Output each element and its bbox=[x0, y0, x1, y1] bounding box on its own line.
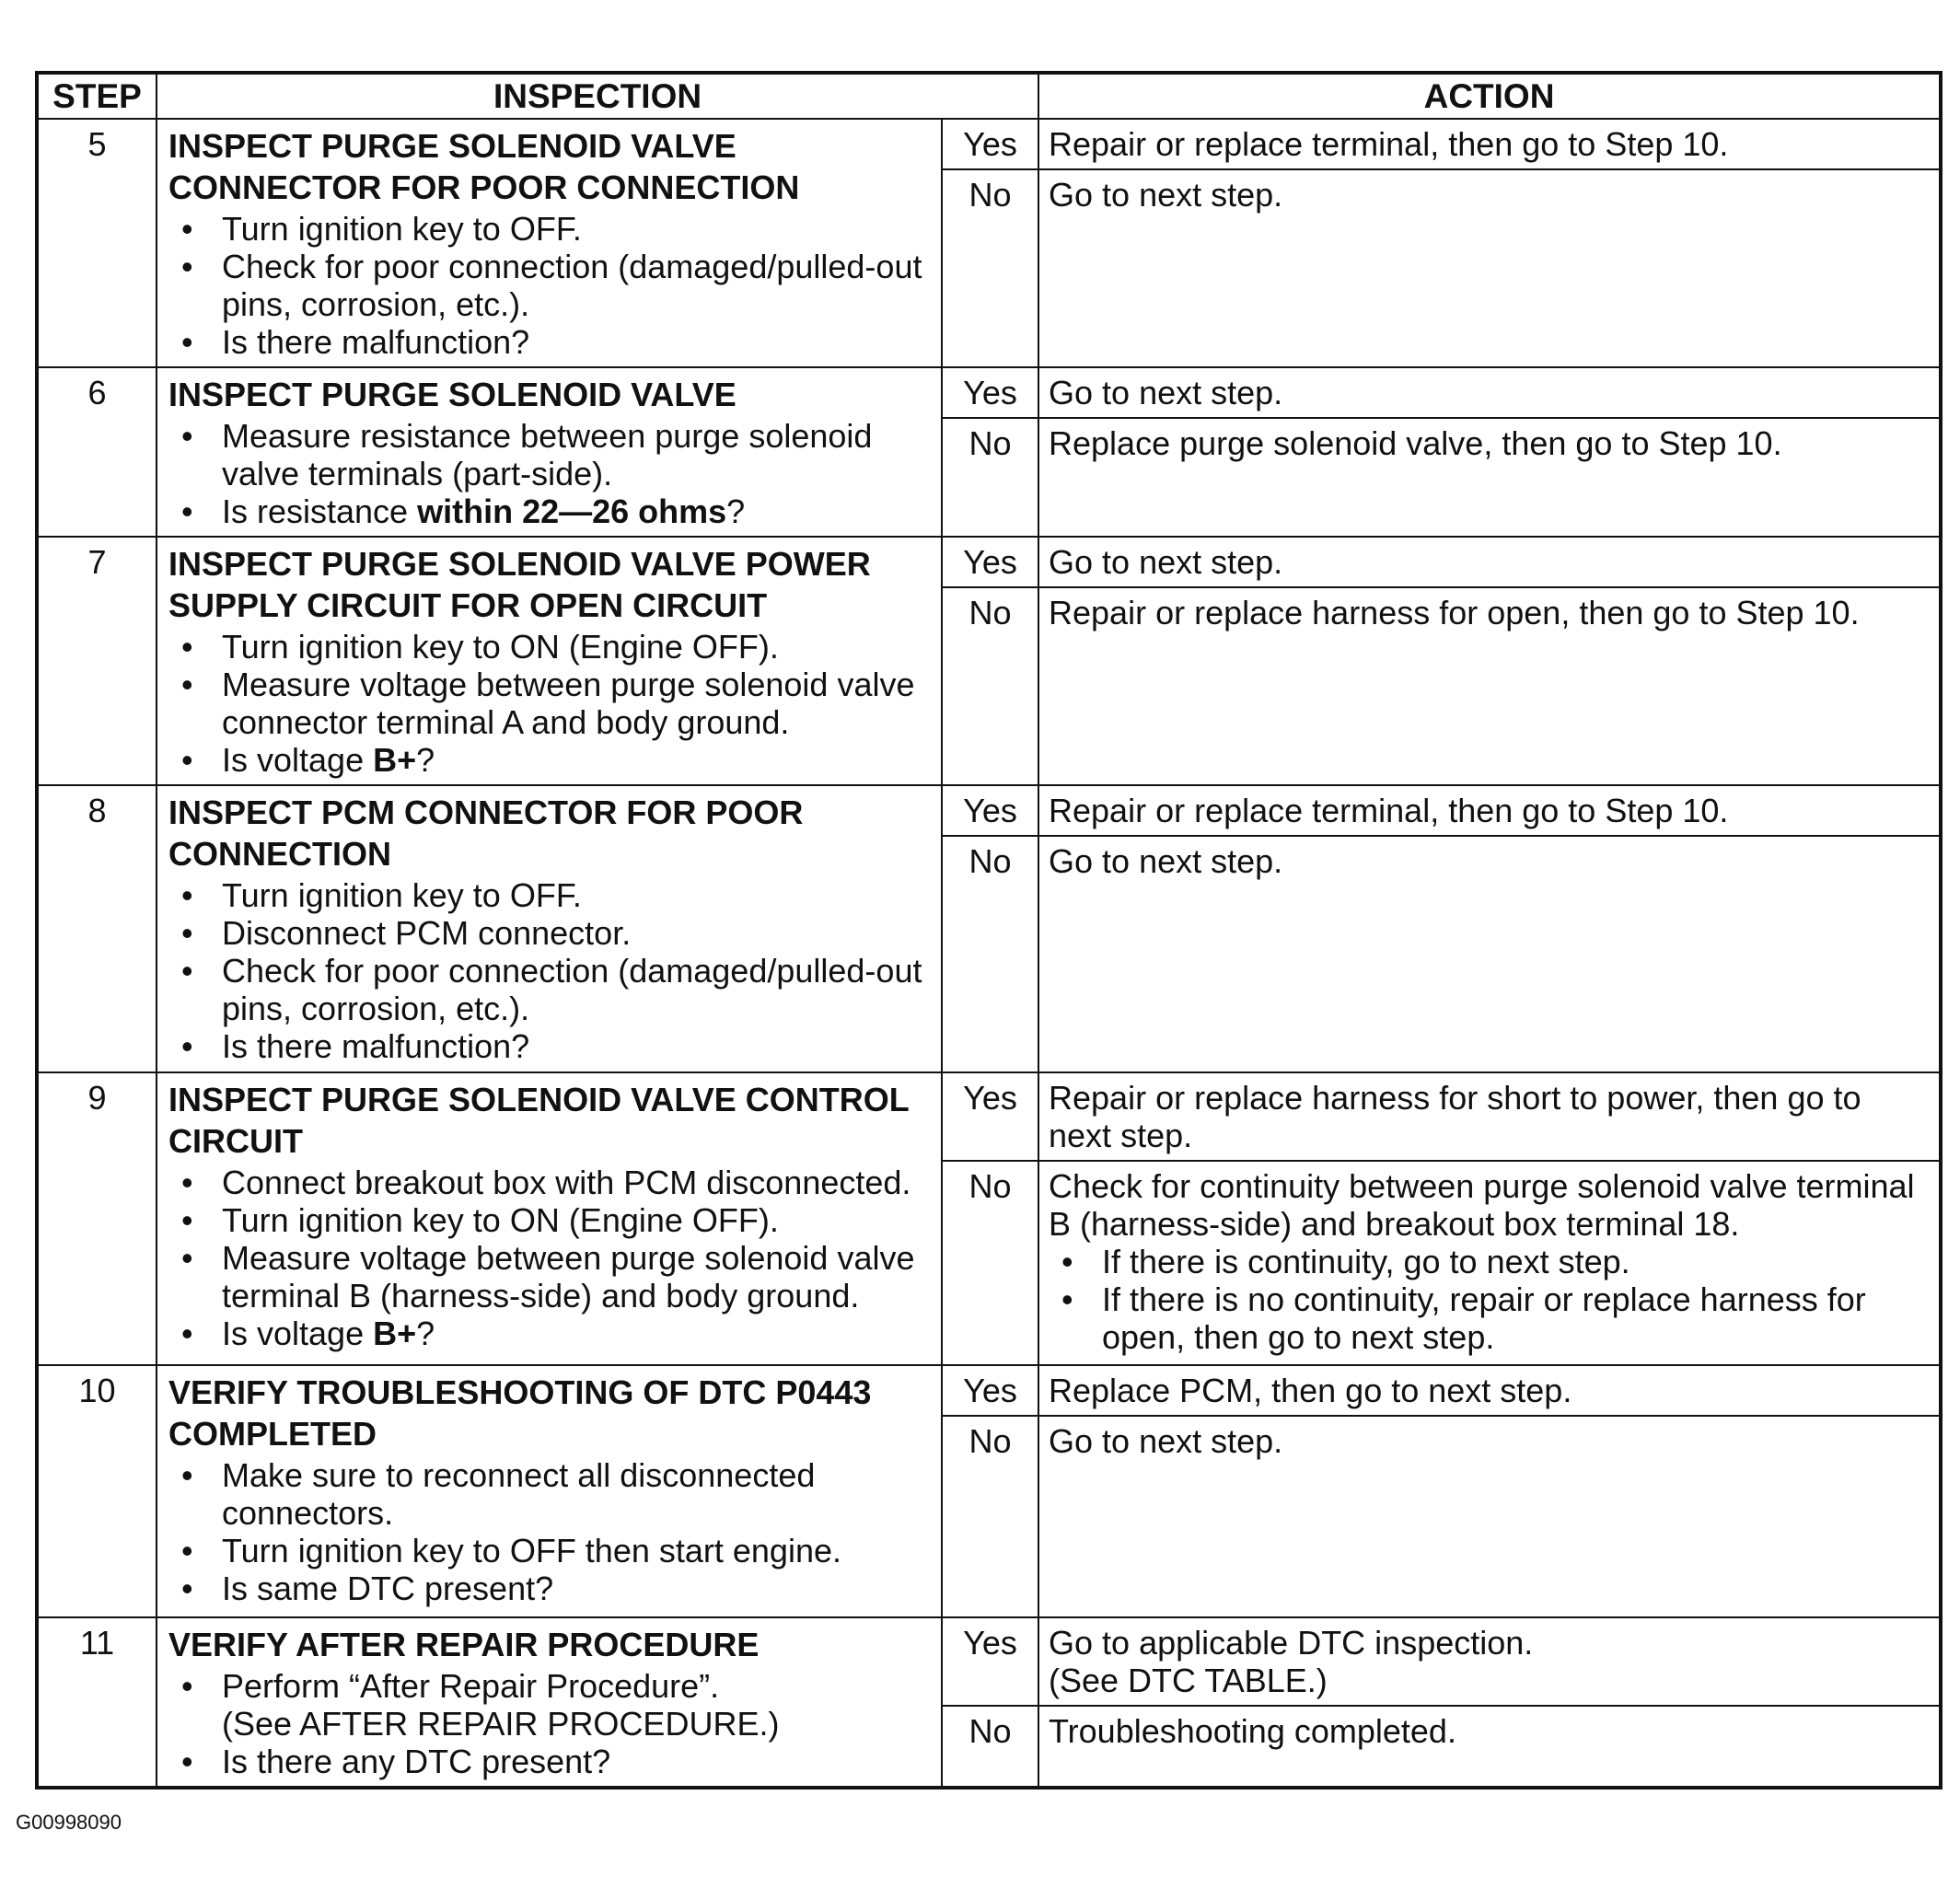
troubleshooting-table bbox=[35, 71, 1943, 1790]
table-row bbox=[37, 367, 1941, 418]
answer-no: No bbox=[942, 1706, 1038, 1788]
answer-no: No bbox=[942, 418, 1038, 537]
bullet-emphasis: within 22—26 ohms bbox=[417, 492, 727, 530]
inspection-title: VERIFY TROUBLESHOOTING OF DTC P0443 COMPLETED bbox=[168, 1373, 872, 1453]
table-row bbox=[37, 1617, 1941, 1706]
inspection-title: INSPECT PURGE SOLENOID VALVE bbox=[168, 376, 736, 413]
inspection-cell bbox=[157, 785, 942, 1072]
inspection-bullet: • Turn ignition key to OFF. bbox=[222, 210, 932, 248]
action-yes: Replace PCM, then go to next step. bbox=[1038, 1365, 1941, 1416]
inspection-bullet: • Disconnect PCM connector. bbox=[222, 914, 932, 952]
inspection-cell bbox=[157, 1617, 942, 1788]
header-step: STEP bbox=[37, 73, 157, 119]
answer-no: No bbox=[942, 836, 1038, 1072]
bullet-text: • Perform “After Repair Procedure”. bbox=[222, 1667, 720, 1705]
answer-yes: Yes bbox=[942, 785, 1038, 836]
header-action: ACTION bbox=[1038, 73, 1941, 119]
answer-no: No bbox=[942, 587, 1038, 785]
inspection-bullet: • Check for poor connection (damaged/pulled-out pins, corrosion, etc.). bbox=[222, 248, 932, 323]
step-number: 6 bbox=[37, 367, 157, 537]
answer-no: No bbox=[942, 1416, 1038, 1617]
inspection-bullet: • Is same DTC present? bbox=[222, 1569, 932, 1607]
step-number: 9 bbox=[37, 1072, 157, 1365]
inspection-bullet: • Make sure to reconnect all disconnected connectors. bbox=[222, 1456, 932, 1532]
inspection-cell bbox=[157, 537, 942, 785]
action-no: Repair or replace harness for open, then go to Step 10. bbox=[1038, 587, 1941, 785]
action-yes-text: Go to applicable DTC inspection. bbox=[1049, 1624, 1534, 1662]
inspection-title: INSPECT PCM CONNECTOR FOR POOR CONNECTION bbox=[168, 793, 804, 873]
step-number: 11 bbox=[37, 1617, 157, 1788]
answer-yes: Yes bbox=[942, 1072, 1038, 1161]
inspection-bullet bbox=[222, 1315, 932, 1352]
inspection-bullet: • Turn ignition key to ON (Engine OFF). bbox=[222, 1201, 932, 1239]
bullet-text: ? bbox=[726, 492, 746, 530]
inspection-bullet: • Measure resistance between purge solenoid valve terminals (part-side). bbox=[222, 417, 932, 492]
inspection-bullet: • Measure voltage between purge solenoid valve connector terminal A and body ground. bbox=[222, 666, 932, 741]
answer-yes: Yes bbox=[942, 1617, 1038, 1706]
action-sub-bullet: • If there is continuity, go to next step. bbox=[1102, 1243, 1930, 1280]
step-number: 7 bbox=[37, 537, 157, 785]
bullet-text: ? bbox=[416, 741, 435, 779]
bullet-reference: (See AFTER REPAIR PROCEDURE.) bbox=[222, 1705, 780, 1743]
action-yes bbox=[1038, 1617, 1941, 1706]
action-yes-reference: (See DTC TABLE.) bbox=[1049, 1662, 1328, 1699]
answer-yes: Yes bbox=[942, 1365, 1038, 1416]
answer-no: No bbox=[942, 1161, 1038, 1365]
bullet-text: ? bbox=[416, 1315, 435, 1352]
inspection-bullet bbox=[222, 492, 932, 530]
bullet-text: Is voltage bbox=[222, 1315, 374, 1352]
inspection-bullet: • Turn ignition key to OFF then start engine. bbox=[222, 1532, 932, 1569]
table-row bbox=[37, 785, 1941, 836]
inspection-bullet: • Is there malfunction? bbox=[222, 323, 932, 361]
inspection-bullet: • Check for poor connection (damaged/pulled-out pins, corrosion, etc.). bbox=[222, 952, 932, 1027]
bullet-emphasis: B+ bbox=[373, 741, 417, 779]
inspection-bullet: • Is there malfunction? bbox=[222, 1027, 932, 1065]
table-row bbox=[37, 537, 1941, 587]
inspection-bullet: • Turn ignition key to ON (Engine OFF). bbox=[222, 628, 932, 666]
figure-id: G00998090 bbox=[16, 1811, 122, 1834]
table-row bbox=[37, 119, 1941, 169]
action-no: Replace purge solenoid valve, then go to Step 10. bbox=[1038, 418, 1941, 537]
action-yes: Repair or replace terminal, then go to Step 10. bbox=[1038, 785, 1941, 836]
inspection-cell bbox=[157, 1072, 942, 1365]
inspection-title: INSPECT PURGE SOLENOID VALVE CONTROL CIRCUIT bbox=[168, 1081, 910, 1160]
action-sub-bullet: • If there is no continuity, repair or replace harness for open, then go to next step. bbox=[1102, 1280, 1930, 1356]
action-no: Go to next step. bbox=[1038, 169, 1941, 367]
action-yes: Repair or replace harness for short to power, then go to next step. bbox=[1038, 1072, 1941, 1161]
bullet-text: Is voltage bbox=[222, 741, 374, 779]
inspection-cell bbox=[157, 1365, 942, 1617]
inspection-title: VERIFY AFTER REPAIR PROCEDURE bbox=[168, 1626, 760, 1663]
action-no bbox=[1038, 1161, 1941, 1365]
answer-no: No bbox=[942, 169, 1038, 367]
inspection-bullet: • Connect breakout box with PCM disconnected. bbox=[222, 1164, 932, 1201]
inspection-cell bbox=[157, 367, 942, 537]
inspection-bullet: • Is there any DTC present? bbox=[222, 1743, 932, 1780]
bullet-emphasis: B+ bbox=[373, 1315, 417, 1352]
action-no-text: Check for continuity between purge solenoid valve terminal B (harness-side) and breakout box terminal 18. bbox=[1049, 1167, 1915, 1243]
step-number: 10 bbox=[37, 1365, 157, 1617]
answer-yes: Yes bbox=[942, 537, 1038, 587]
header-inspection: INSPECTION bbox=[157, 73, 1038, 119]
header-row bbox=[37, 73, 1941, 119]
step-number: 8 bbox=[37, 785, 157, 1072]
action-no: Go to next step. bbox=[1038, 1416, 1941, 1617]
inspection-bullet: • Measure voltage between purge solenoid valve terminal B (harness-side) and body ground. bbox=[222, 1239, 932, 1315]
inspection-bullet bbox=[222, 1667, 932, 1743]
action-yes: Go to next step. bbox=[1038, 367, 1941, 418]
step-number: 5 bbox=[37, 119, 157, 367]
action-yes: Repair or replace terminal, then go to Step 10. bbox=[1038, 119, 1941, 169]
action-yes: Go to next step. bbox=[1038, 537, 1941, 587]
action-no: Go to next step. bbox=[1038, 836, 1941, 1072]
bullet-text: Is resistance bbox=[222, 492, 418, 530]
inspection-title: INSPECT PURGE SOLENOID VALVE CONNECTOR FOR POOR CONNECTION bbox=[168, 127, 800, 206]
table-row bbox=[37, 1365, 1941, 1416]
inspection-title: INSPECT PURGE SOLENOID VALVE POWER SUPPLY CIRCUIT FOR OPEN CIRCUIT bbox=[168, 545, 871, 624]
answer-yes: Yes bbox=[942, 367, 1038, 418]
action-no: Troubleshooting completed. bbox=[1038, 1706, 1941, 1788]
table-row bbox=[37, 1072, 1941, 1161]
inspection-bullet: • Turn ignition key to OFF. bbox=[222, 876, 932, 914]
inspection-cell bbox=[157, 119, 942, 367]
inspection-bullet bbox=[222, 741, 932, 779]
answer-yes: Yes bbox=[942, 119, 1038, 169]
